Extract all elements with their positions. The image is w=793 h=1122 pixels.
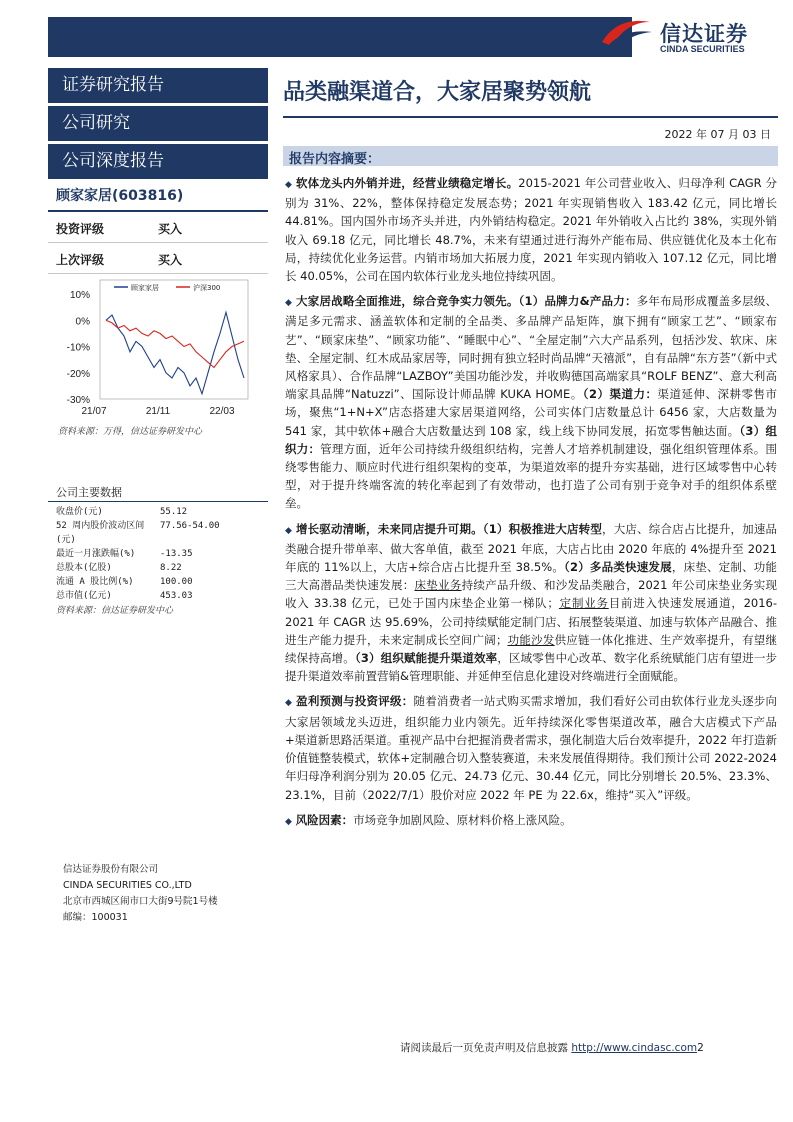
para-text: 随着消费者一站式购买需求增加，我们看好公司由软体行业龙头逐步向大家居领域龙头迈进，组织能力业内领先。近年持续深化零售渠道改革，融合大店模式下产品+渠道新思路活渠道。重视产品中台把握消费者需求，强化制造大后台效率提升，2022 年打造新价值链整装模式，软体+定制融合切入整装赛道，未来发展值得期待。我们预计公司 2022-2024 年归母净利润分别为 20.05 亿元、24.73 亿元、30.44 亿元，同比分别增长 20.5%、23.3%、23.1%，目前（2022/7/1）股价对应 2022 年 PE 为 22.6x，维持“买入”评级。 (285, 694, 778, 802)
key-data-title: 公司主要数据 (48, 484, 268, 502)
key-data-value: 453.03 (160, 591, 193, 601)
y-tick-label: -20% (66, 368, 90, 380)
disclaimer-text: 请阅读最后一页免责声明及信息披露 (400, 1042, 572, 1054)
abstract-label: 报告内容摘要： (289, 152, 381, 167)
company-name-en: CINDA SECURITIES CO.,LTD (63, 880, 192, 891)
key-data-row (56, 589, 261, 603)
legend-label: 沪深300 (193, 284, 221, 292)
key-data-value: 77.56-54.00 (160, 521, 220, 531)
para-text: 目前进入快速发展通道，2016-2021 年 CAGR 达 95.69%，公司持续赋能定制门店、拓展整装渠道、加速与软体产品融合、推进生产能力提升，未来定制成长空间广阔； (285, 596, 778, 647)
key-data-label: (元) (56, 535, 76, 545)
price-chart-svg (48, 274, 268, 424)
page-number: 2 (697, 1042, 704, 1054)
report-date: 2022 年 07 月 03 日 (664, 128, 771, 141)
logo-en-text: CINDA SECURITIES (660, 44, 745, 54)
para-heading: 增长驱动清晰，未来同店提升可期。（1）积极推进大店转型 (295, 521, 603, 536)
para-text: 渠道延伸、深耕零售市场，聚焦“1+N+X”店态搭建大家居渠道网络，公司实体门店数量总计 6456 家，大店数量为 541 家，其中软体+融合大店数量达到 108 家，线上线下协同发展，拓宽零售触达面。 (285, 387, 777, 438)
para-text: ，区域零售中心改革、数字化系统赋能门店有望进一步提升渠道效率前置营销&管理职能、并延伸至信息化建设对终端进行全面赋能。 (285, 651, 777, 684)
cinda-logo (598, 12, 778, 60)
para-text: 2015-2021 年公司营业收入、归母净利 CAGR 分别为 31%、22%，整体保持稳定发展态势；2021 年实现销售收入 183.42 亿元，同比增长 44.81%。国内国外市场齐头并进，内外销结构稳定。2021 年外销收入占比约 38%，实现外销收入 69.18 亿元，同比增长 48.7%，未来有望通过进行海外产能布局、供应链优化及本土化布局，持续优化业务运营。内销市场加大拓展力度，2021 年实现内销收入 107.12 亿元，同比增长 40.05%，公司在国内软体行业龙头地位持续巩固。 (285, 176, 778, 284)
x-tick-label: 21/07 (81, 406, 107, 417)
para-text: 管理方面，近年公司持续升级组织结构，完善人才培养机制建设，强化组织管理体系。围绕零售能力、顺应时代进行组织架构的变革，为渠道效率的提升夯实基础，进行区域零售中心转型，对于提升终端客流的转化率起到了有效带动，也打造了公司有别于竞争对手的组织体系壁垒。 (285, 441, 778, 511)
bullet-diamond-icon: ◆ (285, 816, 292, 827)
x-tick-label: 21/11 (145, 406, 171, 417)
rating-label: 投资评级 (56, 222, 105, 236)
key-data-table (56, 505, 261, 616)
para-text: 多年布局形成覆盖多层级、满足多元需求、涵盖软体和定制的全品类、多品牌产品矩阵，旗下拥有“顾家工艺”、“顾家布艺”、“顾家床垫”、“顾家功能”、“睡眠中心”、“全屋定制”六大产品系列，包括沙发、软床、床垫、全屋定制、红木成品家居等，同时拥有独立轻时尚品牌“天禧派”，自有品牌“东方荟”（新中式风格家具）、合作品牌“LAZBOY”美国功能沙发，并收购德国高端家具“ROLF BENZ”、意大利高端家具品牌“Natuzzi”、国际设计师品牌 KUKA HOME。 (285, 294, 778, 402)
rating-label: 上次评级 (56, 253, 105, 267)
key-data-row (56, 575, 261, 589)
chart-source: 资料来源：万得，信达证券研发中心 (58, 427, 203, 437)
y-tick-label: 10% (69, 290, 90, 301)
rating-value: 买入 (158, 253, 183, 267)
rating-value: 买入 (158, 222, 183, 236)
key-data-value: 55.12 (160, 507, 188, 517)
bullet-diamond-icon: ◆ (285, 298, 293, 309)
y-tick-label: -10% (66, 342, 90, 354)
stock-name: 顾家家居(603816) (48, 182, 268, 212)
para-subheading: （2）渠道力： (582, 387, 658, 402)
underlined-term: 功能沙发 (507, 632, 555, 647)
header-bar (48, 17, 632, 57)
key-data-row (56, 561, 261, 575)
underlined-term: 定制业务 (558, 596, 609, 611)
company-postcode: 邮编：100031 (63, 912, 128, 923)
legend-label: 顾家家居 (131, 284, 159, 292)
para-text: 持续产品升级、和沙发品类融合，2021 年公司床垫业务实现收入 33.38 亿元，已处于国内床垫企业第一梯队； (285, 578, 778, 611)
x-tick-label: 22/03 (209, 406, 235, 417)
series-line-stock (106, 312, 244, 393)
para-heading: 风险因素： (295, 812, 354, 827)
abstract-header (283, 146, 778, 166)
key-data-label: 总股本(亿股) (56, 563, 112, 573)
para-subheading: （3）组织赋能提升渠道效率 (354, 651, 498, 666)
key-data-label: 流通 A 股比例(%) (56, 577, 134, 587)
para-text: ，床垫、定制、功能三大高潜品类快速发展： (285, 560, 777, 593)
sidebar (48, 68, 268, 437)
key-data-label: 收盘价(元) (56, 507, 103, 517)
page-title: 品类融渠道合，大家居聚势领航 (283, 80, 592, 105)
key-data-label: 总市值(亿元) (56, 591, 112, 601)
website-link[interactable]: http://www.cindasc.com (571, 1042, 698, 1054)
key-data-row (56, 505, 261, 519)
para-heading: 盈利预测与投资评级： (296, 694, 414, 709)
nav-report-type: 证券研究报告 (48, 68, 268, 103)
bullet-diamond-icon: ◆ (285, 698, 293, 709)
para-heading: 软体龙头内外销并进，经营业绩稳定增长。 (295, 176, 519, 190)
para-heading: 大家居战略全面推进，综合竞争实力领先。（1）品牌力&产品力： (296, 294, 637, 309)
summary-paragraph-5 (285, 811, 777, 831)
nav-company-research: 公司研究 (48, 106, 268, 141)
nav-deep-report: 公司深度报告 (48, 144, 268, 179)
company-address: 北京市西城区闹市口大街9号院1号楼 (63, 896, 218, 907)
company-info (63, 862, 273, 926)
para-subheading: （3）组织力： (285, 423, 777, 456)
bullet-diamond-icon: ◆ (285, 180, 293, 190)
key-data-row (56, 547, 261, 561)
rating-previous (48, 243, 268, 274)
key-data-label: 最近一月涨跌幅(%) (56, 549, 136, 559)
company-name: 信达证券股份有限公司 (63, 864, 159, 875)
title-divider (283, 116, 778, 118)
key-data-source: 资料来源：信达证券研发中心 (56, 606, 174, 616)
plot-frame (100, 280, 248, 399)
para-subheading: （2）多品类快速发展 (564, 560, 672, 575)
key-data-value: 8.22 (160, 563, 182, 573)
footer (400, 1040, 704, 1055)
logo-cn-text: 信达证券 (660, 22, 748, 46)
abstract-body (285, 174, 777, 838)
summary-paragraph-1 (285, 174, 777, 285)
price-chart (48, 274, 268, 424)
key-data-value: -13.35 (160, 549, 193, 559)
summary-paragraph-3 (285, 520, 777, 686)
summary-paragraph-4 (285, 692, 777, 803)
key-data-label: 52 周内股价波动区间 (56, 521, 145, 531)
para-text: ，大店、综合店占比提升，加速品类融合提升带单率、做大客单值，截至 2021 年底，大店占比由 2020 年底的 4%提升至 2021 年底的 11%以上，大店+综合店占比提升至 38.5%。 (285, 521, 778, 575)
bullet-diamond-icon: ◆ (285, 525, 293, 536)
key-data-row (56, 533, 261, 547)
y-tick-label: -30% (66, 395, 90, 406)
key-data-value: 100.00 (160, 577, 193, 587)
underlined-term: 床垫业务 (414, 578, 462, 593)
summary-paragraph-2 (285, 292, 777, 512)
para-text: 供应链一体化推进、生产效率提升，有望继续保持高增。 (285, 632, 778, 666)
logo-swoosh-icon (598, 12, 656, 56)
para-text: 市场竞争加剧风险、原材料价格上涨风险。 (353, 812, 572, 827)
y-tick-label: 0% (75, 316, 90, 328)
key-data-row (56, 519, 261, 533)
rating-current (48, 212, 268, 243)
